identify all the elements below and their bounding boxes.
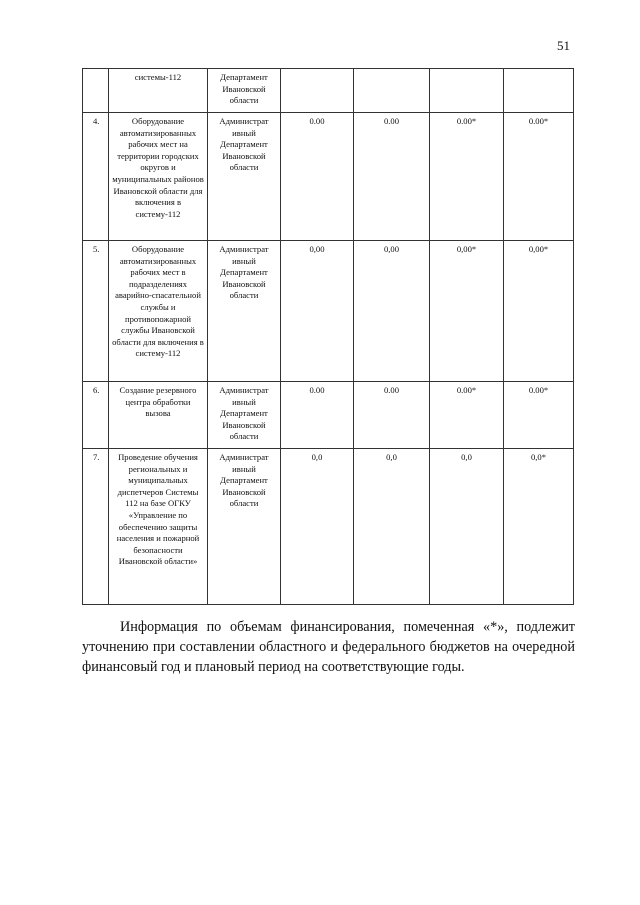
- value-cell: 0,0*: [504, 449, 574, 605]
- value-cell: 0,0: [354, 449, 430, 605]
- table-row: [83, 113, 574, 241]
- row-number: [83, 69, 109, 113]
- value-cell: 0,00: [354, 241, 430, 382]
- value-cell: 0,0: [430, 449, 504, 605]
- measure-name: Оборудование автоматизированных рабочих мест в подразделениях аварийно-спасательной службы и противопожарной службы Ивановской области для включения в систему-112: [109, 241, 208, 382]
- measure-name: Создание резервного центра обработки вызова: [109, 382, 208, 449]
- measure-name: системы-112: [109, 69, 208, 113]
- value-cell: 0.00: [354, 382, 430, 449]
- value-cell: 0.00*: [430, 113, 504, 241]
- page-number: 51: [557, 38, 570, 53]
- row-number: 7.: [83, 449, 109, 605]
- executor: Департамент Ивановской области: [208, 69, 281, 113]
- executor: Администрат ивный Департамент Ивановской области: [208, 449, 281, 605]
- value-cell: 0.00*: [504, 382, 574, 449]
- value-cell: 0,00*: [504, 241, 574, 382]
- row-number: 4.: [83, 113, 109, 241]
- executor: Администрат ивный Департамент Ивановской области: [208, 241, 281, 382]
- table-row: [83, 69, 574, 113]
- measure-name: Проведение обучения региональных и муниципальных диспетчеров Системы 112 на базе ОГКУ «Управление по обеспечению защиты населения и пожарной безопасности Ивановской области»: [109, 449, 208, 605]
- value-cell: 0.00*: [430, 382, 504, 449]
- measure-name: Оборудование автоматизированных рабочих мест на территории городских округов и муниципальных районов Ивановской области для включения в систему-112: [109, 113, 208, 241]
- executor: Администрат ивный Департамент Ивановской области: [208, 113, 281, 241]
- table-row: [83, 382, 574, 449]
- note-text: Информация по объемам финансирования, помеченная «*», подлежит уточнению при составлении областного и федерального бюджетов на очередной финансовый год и плановый период на соответствующие годы.: [82, 619, 575, 675]
- row-number: 6.: [83, 382, 109, 449]
- financing-table: [82, 68, 574, 605]
- value-cell: 0.00: [281, 382, 354, 449]
- table-row: [83, 241, 574, 382]
- value-cell: [354, 69, 430, 113]
- value-cell: 0,00: [281, 241, 354, 382]
- table-row: [83, 449, 574, 605]
- value-cell: 0.00: [354, 113, 430, 241]
- value-cell: [504, 69, 574, 113]
- executor: Администрат ивный Департамент Ивановской области: [208, 382, 281, 449]
- value-cell: 0,00*: [430, 241, 504, 382]
- financing-note: [82, 617, 575, 677]
- value-cell: 0.00*: [504, 113, 574, 241]
- value-cell: [430, 69, 504, 113]
- value-cell: [281, 69, 354, 113]
- value-cell: 0.00: [281, 113, 354, 241]
- value-cell: 0,0: [281, 449, 354, 605]
- row-number: 5.: [83, 241, 109, 382]
